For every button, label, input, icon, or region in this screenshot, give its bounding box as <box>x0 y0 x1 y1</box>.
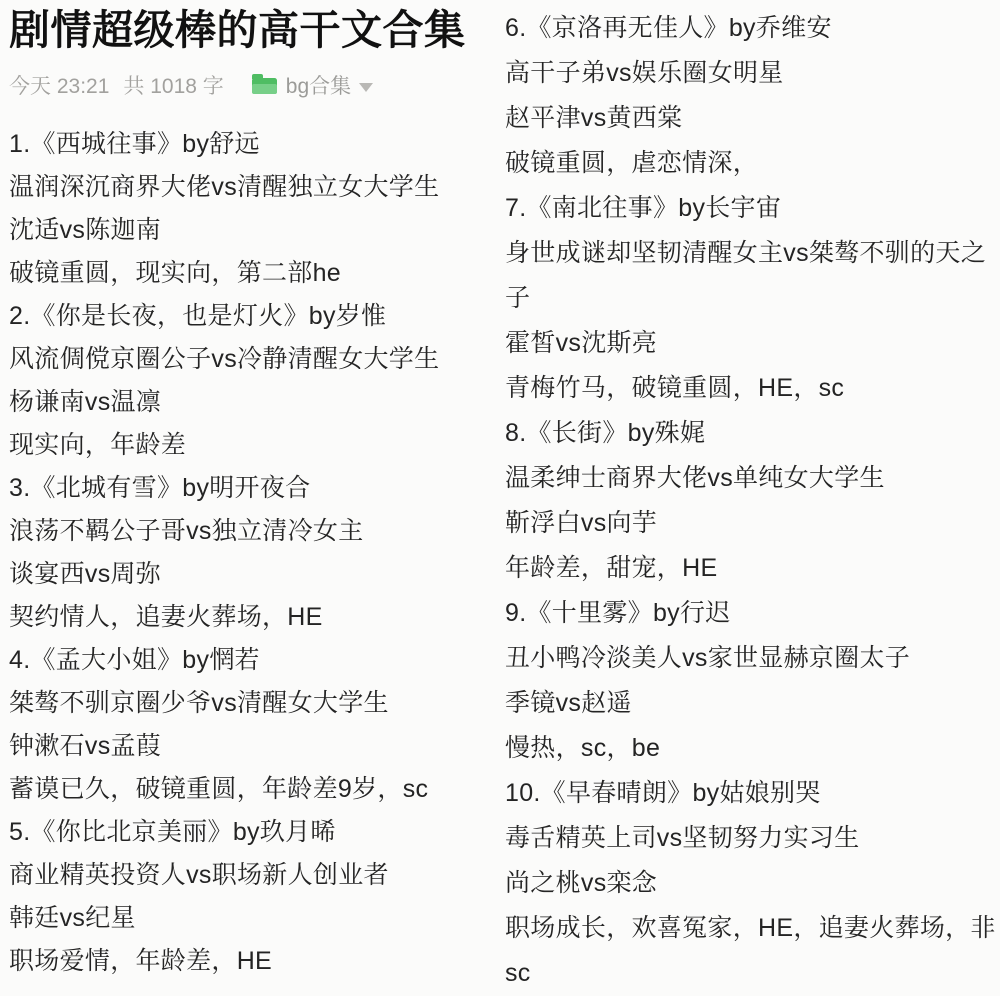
book-title-line: 9.《十里雾》by行迟 <box>505 599 731 627</box>
book-title-line: 4.《孟大小姐》by惘若 <box>9 646 260 674</box>
book-title-line: 1.《西城往事》by舒远 <box>9 130 260 158</box>
book-pairing-line: 风流倜傥京圈公子vs冷静清醒女大学生 <box>9 345 440 373</box>
book-characters-line: 季镜vs赵遥 <box>505 689 632 717</box>
book-pairing-line: 商业精英投资人vs职场新人创业者 <box>9 861 389 889</box>
book-tags-wrap-line: sc <box>505 959 531 987</box>
book-tags-line: 慢热，sc，be <box>505 734 661 762</box>
book-characters-line: 谈宴西vs周弥 <box>9 560 162 588</box>
book-tags-line: 年龄差，甜宠，HE <box>505 554 718 582</box>
book-characters-line: 靳浮白vs向芋 <box>505 509 658 537</box>
book-pairing-line: 温柔绅士商界大佬vs单纯女大学生 <box>505 464 885 492</box>
book-tags-line: 蓄谟已久，破镜重圆，年龄差9岁，sc <box>9 775 429 803</box>
book-tags-line: 破镜重圆，虐恋情深， <box>505 149 759 177</box>
book-title-line: 6.《京洛再无佳人》by乔维安 <box>505 14 832 42</box>
folder-tag-chip[interactable] <box>252 70 373 100</box>
note-word-count: 共 1018 字 <box>123 75 224 98</box>
book-characters-line: 霍皙vs沈斯亮 <box>505 329 658 357</box>
book-pairing-line: 温润深沉商界大佬vs清醒独立女大学生 <box>9 173 440 201</box>
book-characters-line: 沈适vs陈迦南 <box>9 216 162 244</box>
book-characters-line: 尚之桃vs栾念 <box>505 869 658 897</box>
book-title-line: 7.《南北往事》by长宇宙 <box>505 194 782 222</box>
note-meta-row <box>9 70 529 100</box>
book-characters-line: 韩廷vs纪星 <box>9 904 136 932</box>
note-body-right-column <box>505 6 1000 996</box>
book-pairing-line: 浪荡不羁公子哥vs独立清冷女主 <box>9 517 364 545</box>
book-characters-line: 杨谦南vs温凛 <box>9 388 162 416</box>
book-characters-line: 钟漱石vs孟葭 <box>9 732 162 760</box>
book-tags-line: 青梅竹马，破镜重圆，HE，sc <box>505 374 845 402</box>
book-title-line: 10.《早春晴朗》by姑娘别哭 <box>505 779 821 807</box>
folder-icon <box>252 78 277 94</box>
book-pairing-line: 毒舌精英上司vs坚韧努力实习生 <box>505 824 860 852</box>
book-title-line: 5.《你比北京美丽》by玖月晞 <box>9 818 336 846</box>
book-title-line: 3.《北城有雪》by明开夜合 <box>9 474 311 502</box>
book-tags-line: 契约情人，追妻火葬场，HE <box>9 603 323 631</box>
book-pairing-line: 丑小鸭冷淡美人vs家世显赫京圈太子 <box>505 644 911 672</box>
note-title: 剧情超级棒的高干文合集 <box>9 7 466 53</box>
note-header <box>9 4 529 100</box>
book-characters-line: 赵平津vs黄西棠 <box>505 104 683 132</box>
book-title-line: 8.《长街》by殊娓 <box>505 419 706 447</box>
book-tags-line: 职场成长，欢喜冤家，HE，追妻火葬场，非 <box>505 914 996 942</box>
note-timestamp: 今天 23:21 <box>9 75 110 98</box>
book-tags-line: 现实向，年龄差 <box>9 431 187 459</box>
folder-label: bg合集 <box>285 75 352 98</box>
book-pairing-wrap-line: 子 <box>505 284 531 312</box>
book-title-line: 2.《你是长夜，也是灯火》by岁惟 <box>9 302 387 330</box>
book-pairing-line: 高干子弟vs娱乐圈女明星 <box>505 59 784 87</box>
book-tags-line: 职场爱情，年龄差，HE <box>9 947 273 975</box>
note-body-left-column <box>9 123 502 983</box>
book-pairing-line: 身世成谜却坚韧清醒女主vs桀骜不驯的天之 <box>505 239 987 267</box>
book-pairing-line: 桀骜不驯京圈少爷vs清醒女大学生 <box>9 689 389 717</box>
chevron-down-icon <box>359 83 373 92</box>
book-tags-line: 破镜重圆，现实向，第二部he <box>9 259 342 287</box>
